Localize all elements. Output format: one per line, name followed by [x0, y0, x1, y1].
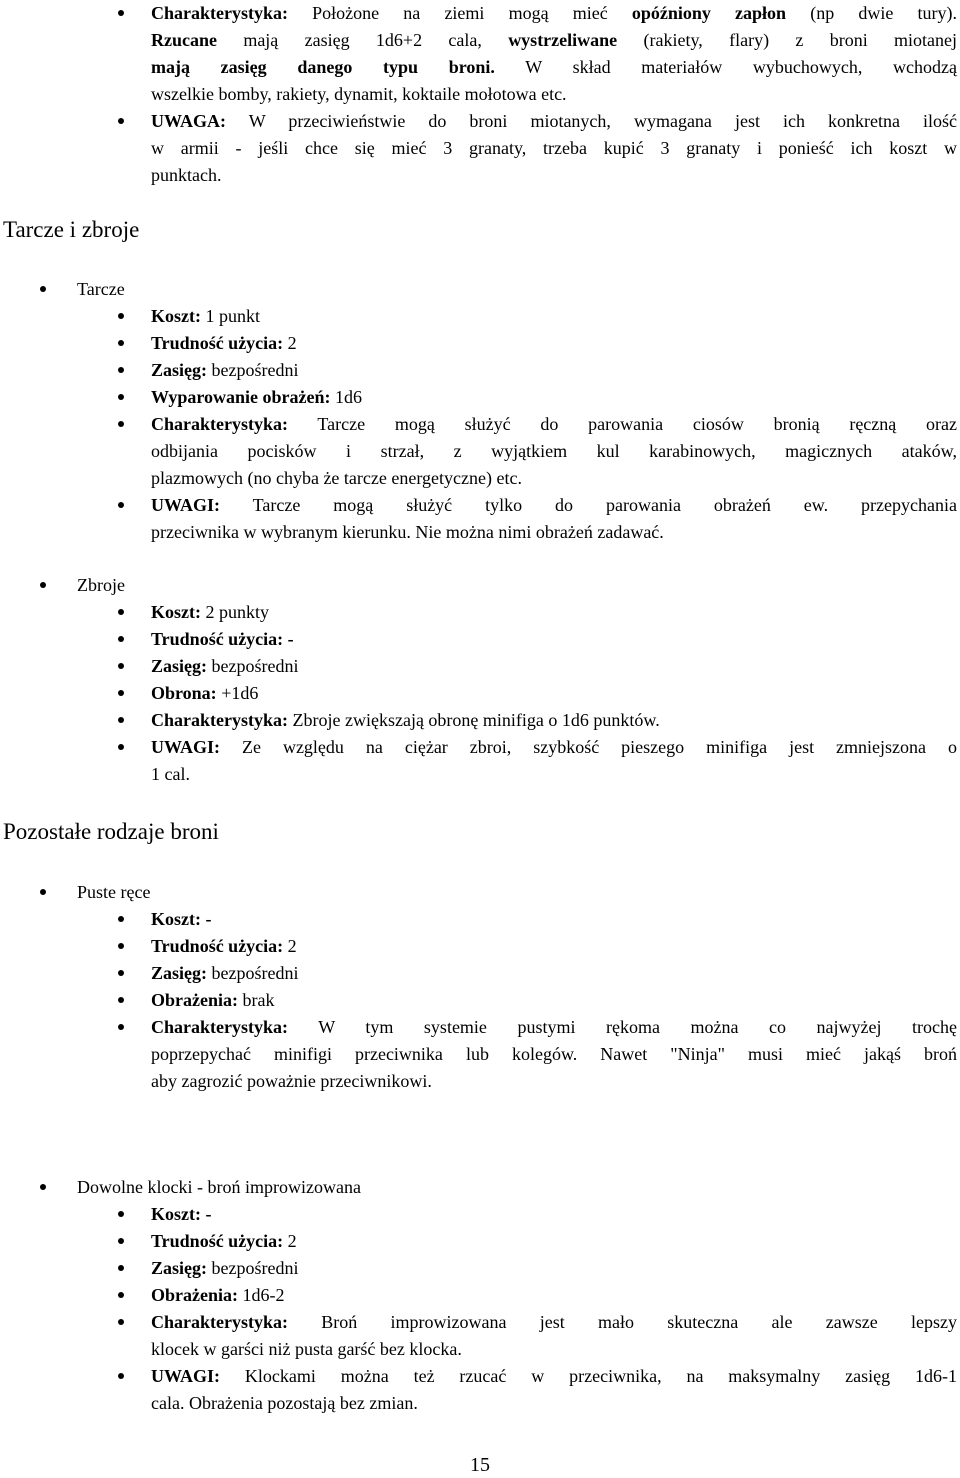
bullet [118, 744, 124, 750]
text-line: Charakterystyka: Broń improwizowana jest mało skuteczna ale zawsze lepszy [151, 1312, 957, 1332]
bullet [118, 916, 124, 922]
subsection-title: Zbroje [77, 575, 125, 595]
label: Charakterystyka: [151, 3, 288, 23]
subsection-title: Tarcze [77, 279, 125, 299]
text-line: Rzucane mają zasięg 1d6+2 cala, wystrzeliwane (rakiety, flary) z broni miotanej [151, 30, 957, 50]
bullet [40, 889, 46, 895]
section-heading: Pozostałe rodzaje broni [3, 819, 219, 844]
bullet [118, 340, 124, 346]
bullet [118, 118, 124, 124]
text-line: Obrona: +1d6 [151, 683, 259, 703]
text-line: UWAGI: Klockami można też rzucać w przeciwnika, na maksymalny zasięg 1d6-1 [151, 1366, 957, 1386]
bullet [118, 997, 124, 1003]
bullet [118, 421, 124, 427]
subsection-title: Dowolne klocki - broń improwizowana [77, 1177, 361, 1197]
section-heading: Tarcze i zbroje [3, 217, 140, 242]
text-line: UWAGI: Ze względu na ciężar zbroi, szybkość pieszego minifiga jest zmniejszona o [151, 737, 957, 757]
text-line: Zasięg: bezpośredni [151, 963, 299, 983]
text-line: Obrażenia: 1d6-2 [151, 1285, 285, 1305]
text-line: plazmowych (no chyba że tarcze energetyczne) etc. [151, 468, 522, 488]
text-line: Koszt: 2 punkty [151, 602, 269, 622]
text-line: Charakterystyka: Tarcze mogą służyć do parowania ciosów bronią ręczną oraz [151, 414, 957, 434]
text-line: przeciwnika w wybranym kierunku. Nie można nimi obrażeń zadawać. [151, 522, 664, 542]
text-line: klocek w garści niż pusta garść bez klocka. [151, 1339, 462, 1359]
bullet [118, 609, 124, 615]
text-line: Obrażenia: brak [151, 990, 275, 1010]
bullet [118, 717, 124, 723]
bullet [118, 1238, 124, 1244]
bullet [118, 394, 124, 400]
text-line: Charakterystyka: Zbroje zwiększają obronę minifiga o 1d6 punktów. [151, 710, 660, 730]
bullet [118, 943, 124, 949]
text-line: Trudność użycia: 2 [151, 333, 297, 353]
text-line: odbijania pocisków i strzał, z wyjątkiem kul karabinowych, magicznych ataków, [151, 441, 957, 461]
text-line: cala. Obrażenia pozostają bez zmian. [151, 1393, 418, 1413]
text-line: Koszt: 1 punkt [151, 306, 260, 326]
text-line: UWAGI: Tarcze mogą służyć tylko do parowania obrażeń ew. przepychania [151, 495, 957, 515]
text-line: Zasięg: bezpośredni [151, 1258, 299, 1278]
bullet [118, 1292, 124, 1298]
text-line: UWAGA: W przeciwieństwie do broni miotanych, wymagana jest ich konkretna ilość [151, 111, 957, 131]
text-line: poprzepychać minifigi przeciwnika lub kolegów. Nawet "Ninja" musi mieć jakąś broń [151, 1044, 957, 1064]
text-line: 1 cal. [151, 764, 190, 784]
text-line: w armii - jeśli chce się mieć 3 granaty, trzeba kupić 3 granaty i ponieść ich koszt w [151, 138, 957, 158]
text-line: Charakterystyka: W tym systemie pustymi rękoma można co najwyżej trochę [151, 1017, 957, 1037]
bullet [118, 970, 124, 976]
bullet [40, 286, 46, 292]
bullet [118, 10, 124, 16]
bullet [118, 1024, 124, 1030]
text-line: wszelkie bomby, rakiety, dynamit, koktaile mołotowa etc. [151, 84, 567, 104]
text-line: aby zagrozić poważnie przeciwnikowi. [151, 1071, 432, 1091]
text-line: punktach. [151, 165, 222, 185]
text-line: Koszt: - [151, 1204, 212, 1224]
text-line: Zasięg: bezpośredni [151, 360, 299, 380]
bullet [118, 313, 124, 319]
bullet [40, 582, 46, 588]
text-line: mają zasięg danego typu broni. W skład materiałów wybuchowych, wchodzą [151, 57, 958, 77]
bullet [118, 367, 124, 373]
bullet [118, 663, 124, 669]
text-line: Koszt: - [151, 909, 212, 929]
bullet [118, 636, 124, 642]
bullet [118, 502, 124, 508]
bullet [40, 1184, 46, 1190]
text-line: Charakterystyka: Położone na ziemi mogą mieć opóźniony zapłon (np dwie tury). [151, 3, 957, 23]
bullet [118, 690, 124, 696]
subsection-title: Puste ręce [77, 882, 151, 902]
text-line: Trudność użycia: 2 [151, 1231, 297, 1251]
bullet [118, 1265, 124, 1271]
bullet [118, 1373, 124, 1379]
text-line: Trudność użycia: 2 [151, 936, 297, 956]
page-number: 15 [470, 1454, 490, 1476]
text-line: Zasięg: bezpośredni [151, 656, 299, 676]
bullet [118, 1319, 124, 1325]
text-line: Trudność użycia: - [151, 629, 294, 649]
bullet [118, 1211, 124, 1217]
text-line: Wyparowanie obrażeń: 1d6 [151, 387, 362, 407]
